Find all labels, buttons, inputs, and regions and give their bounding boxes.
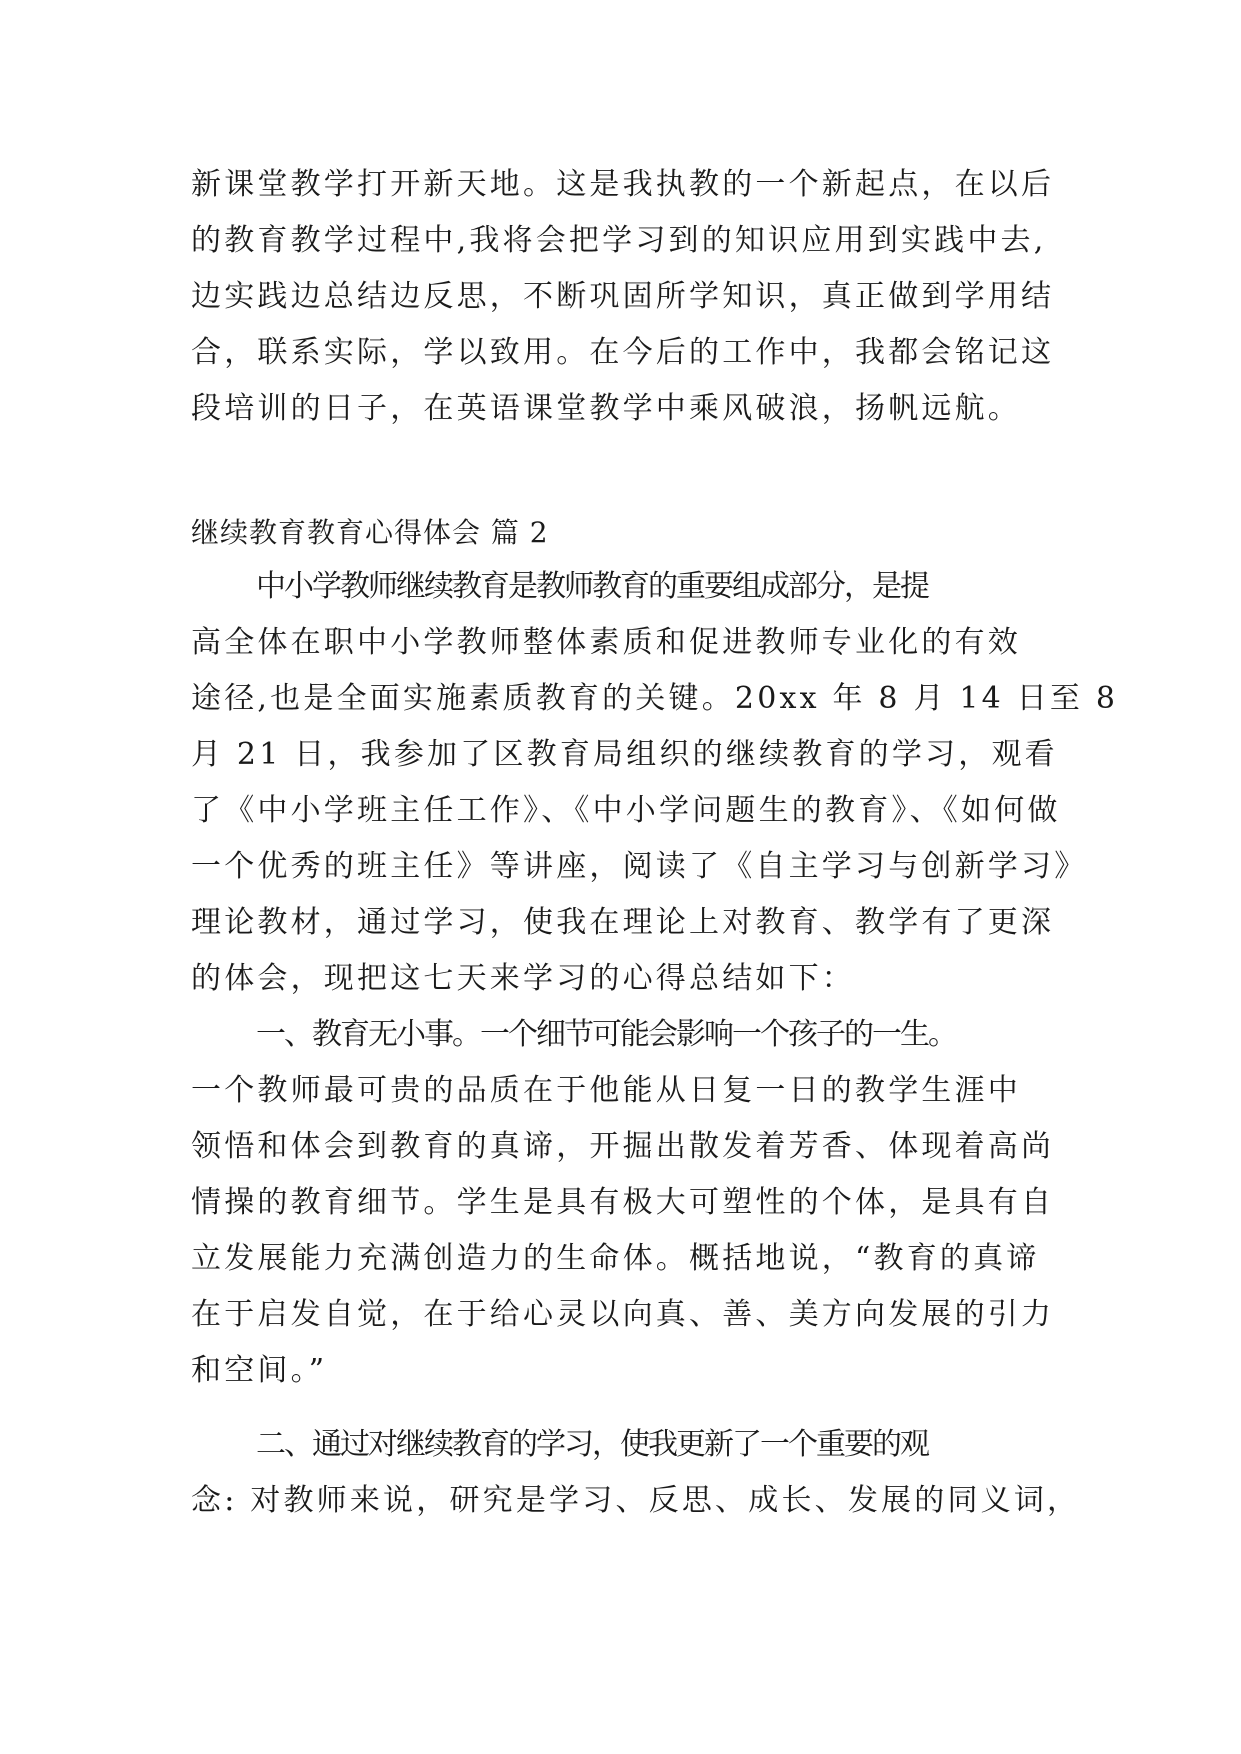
text-line: 途径,也是全面实施素质教育的关键。20xx 年 8 月 14 日至 8 <box>191 681 1119 716</box>
text-line: 新课堂教学打开新天地。这是我执教的一个新起点，在以后 <box>191 167 1055 202</box>
text-line: 的体会，现把这七天来学习的心得总结如下： <box>191 961 855 996</box>
text-line: 情操的教育细节。学生是具有极大可塑性的个体，是具有自 <box>191 1185 1055 1220</box>
text-line: 高全体在职中小学教师整体素质和促进教师专业化的有效 <box>191 625 1021 660</box>
text-line: 和空间。” <box>191 1353 328 1388</box>
section-heading: 继续教育教育心得体会 篇 2 <box>191 516 549 549</box>
text-line: 理论教材，通过学习，使我在理论上对教育、教学有了更深 <box>191 905 1055 940</box>
text-line: 一个优秀的班主任》等讲座，阅读了《自主学习与创新学习》 <box>191 849 1088 884</box>
text-line: 一个教师最可贵的品质在于他能从日复一日的教学生涯中 <box>191 1073 1021 1108</box>
text-line: 的教育教学过程中,我将会把学习到的知识应用到实践中去, <box>191 223 1047 258</box>
text-line: 合，联系实际，学以致用。在今后的工作中，我都会铭记这 <box>191 335 1055 370</box>
text-line: 念: 对教师来说，研究是学习、反思、成长、发展的同义词， <box>191 1483 1081 1518</box>
text-line: 在于启发自觉，在于给心灵以向真、善、美方向发展的引力 <box>191 1297 1055 1332</box>
text-line: 领悟和体会到教育的真谛，开掘出散发着芳香、体现着高尚 <box>191 1129 1055 1164</box>
text-line: 段培训的日子，在英语课堂教学中乘风破浪，扬帆远航。 <box>191 391 1021 426</box>
paragraph-first-line: 中小学教师继续教育是教师教育的重要组成部分，是提 <box>256 569 928 604</box>
paragraph-first-line: 二、通过对继续教育的学习，使我更新了一个重要的观 <box>256 1427 928 1462</box>
text-line: 月 21 日，我参加了区教育局组织的继续教育的学习，观看 <box>191 737 1058 772</box>
paragraph-first-line: 一、教育无小事。一个细节可能会影响一个孩子的一生。 <box>256 1017 956 1052</box>
text-line: 立发展能力充满创造力的生命体。概括地说，“教育的真谛 <box>191 1241 1040 1276</box>
text-line: 了《中小学班主任工作》、《中小学问题生的教育》、《如何做 <box>191 793 1061 828</box>
text-line: 边实践边总结边反思，不断巩固所学知识，真正做到学用结 <box>191 279 1055 314</box>
